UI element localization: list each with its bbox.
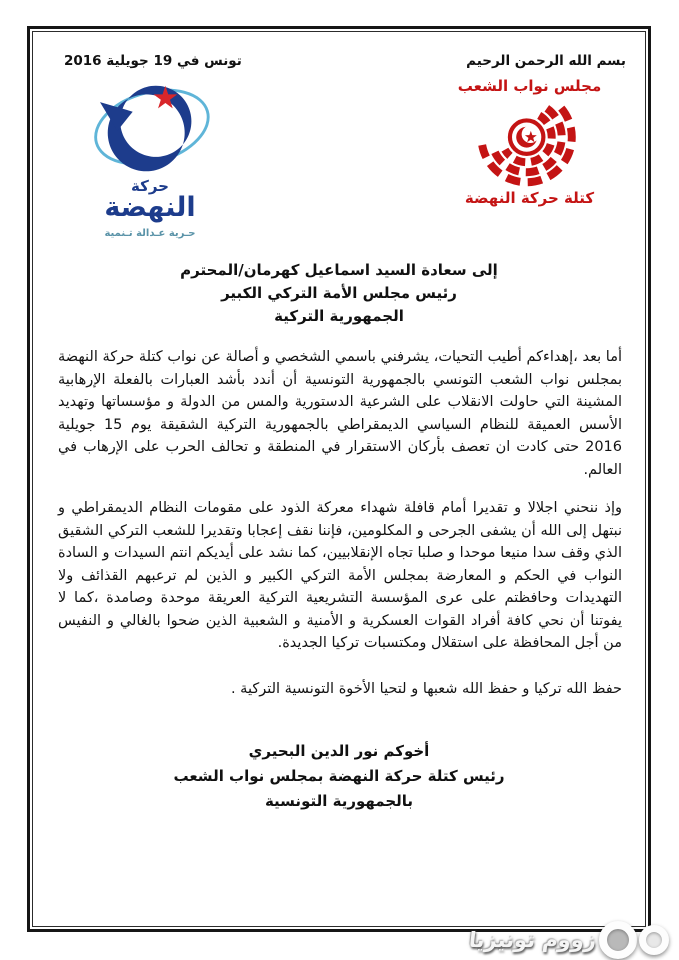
date-line: تونس في 19 جويلية 2016 [64, 53, 242, 69]
body-paragraph-1: أما بعد ،إهداءكم أطيب التحيات، يشرفني باسمي الشخصي و أصالة عن نواب كتلة حركة النهضة بمجلس نواب الشعب التونسي بالجمهورية التونسية أن أندد بأشد العبارات بالفعلة الإرهابية المشينة التي حاولت الانقلاب على الشرعية الدستورية والمس من الدولة و مؤسساتها وتهديد الأسس العميقة للنظام السياسي الديمقراطي بالجمهورية التركية الشقيقة يوم 15 جويلية 2016 حتى كادت ان تعصف بأركان الاستقرار في المنطقة و تحالف الحرب على الإرهاب في العالم. [58, 349, 622, 478]
addressee-block [42, 259, 636, 328]
watermark-text: زووم تونيزيا [467, 928, 598, 952]
signature-block [42, 739, 636, 814]
watermark [467, 921, 669, 959]
signature-name: أخوكم نور الدين البحيري [248, 741, 430, 760]
page-border-frame [27, 26, 651, 932]
header-row [42, 49, 636, 69]
logos-row [42, 77, 636, 239]
parliament-bloc-logo [427, 77, 632, 207]
ennahdha-logo [60, 79, 240, 239]
addressee-line-1: إلى سعادة السيد اسماعيل كهرمان/المحترم [180, 261, 498, 279]
parliament-label: مجلس نواب الشعب [457, 77, 602, 95]
ennahdha-tagline: حـرية عـدالة تـنمية [104, 228, 196, 239]
basmala-text: بسم الله الرحمن الرحيم [466, 53, 626, 69]
addressee-line-2: رئيس مجلس الأمة التركي الكبير [221, 284, 457, 302]
dove-crescent-star-icon [72, 79, 228, 179]
signature-country: بالجمهورية التونسية [264, 791, 414, 810]
letter-body [42, 346, 636, 655]
addressee-line-3: الجمهورية التركية [274, 307, 404, 325]
bloc-label: كتلة حركة النهضة [464, 189, 595, 207]
ennahdha-name-small: حركة [131, 177, 169, 195]
hemicycle-crescent-emblem-icon [478, 97, 582, 189]
watermark-lens-icon [639, 925, 669, 955]
ennahdha-name-large: النهضة [104, 192, 196, 223]
body-paragraph-2: وإذ ننحني اجلالا و تقديرا أمام قافلة شهداء معركة الذود على مقومات النظام الديمقراطي و نبتهل إلى الله أن يشفى الجرحى و المكلومين، فإننا نقف إعجابا وتقديرا للشعب التركي الشقيق الذي وقف سدا منيعا موحدا و صلبا تجاه الإنقلابيين، كما نشد على أيديكم انتم السيدات و السادة النواب في الحكم و المعارضة بمجلس الأمة التركي الكبير و الذين لم ترعبهم القذائف ولا التهديدات وحافظتم على عرى المؤسسة التشريعية التركية العريقة موحدة وصامدة ،كما لا يفوتنا أن نحي كافة أفراد القوات العسكرية و الأمنية و الشعبية الذين ضحوا بالغالي و النفيس من أجل المحافظة على استقلال ومكتسبات تركيا الجديدة. [57, 500, 622, 651]
signature-title: رئيس كتلة حركة النهضة بمجلس نواب الشعب [173, 766, 505, 785]
closing-line: حفظ الله تركيا و حفظ الله شعبها و لتحيا الأخوة التونسية التركية . [230, 680, 622, 697]
letter-content [30, 29, 648, 929]
watermark-lens-icon [599, 921, 637, 959]
